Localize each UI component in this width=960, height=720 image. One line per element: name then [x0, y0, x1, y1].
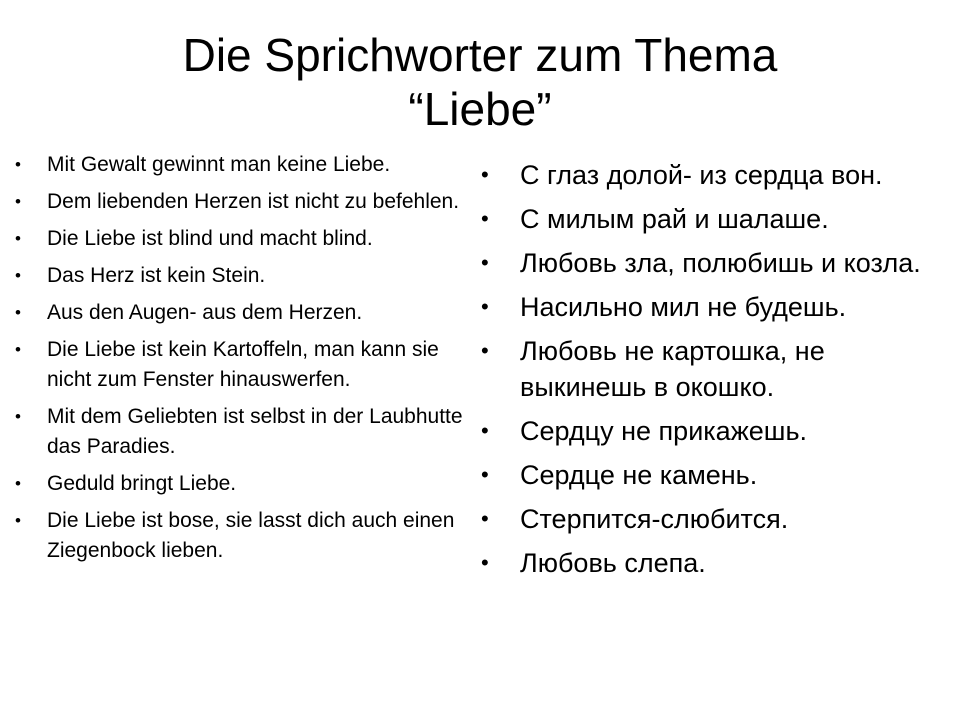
list-item-text: Geduld bringt Liebe. — [47, 472, 237, 495]
list-item-text: Сердце не камень. — [520, 460, 758, 490]
list-item-text: Сердцу не прикажешь. — [520, 416, 808, 446]
bullet-icon: • — [481, 462, 489, 487]
list-item — [478, 333, 953, 405]
list-item-text: С милым рай и шалаше. — [520, 204, 829, 234]
list-item — [12, 261, 467, 291]
list-item-text: Die Liebe ist bose, sie lasst dich auch einen Ziegenbock lieben. — [47, 509, 455, 562]
list-item — [12, 224, 467, 254]
list-item-text: Die Liebe ist blind und macht blind. — [47, 227, 373, 250]
list-item — [12, 187, 467, 217]
list-item — [478, 501, 953, 537]
russian-proverbs-list — [478, 157, 953, 589]
bullet-icon: • — [15, 474, 21, 493]
bullet-icon: • — [15, 340, 21, 359]
list-item-text: Насильно мил не будешь. — [520, 292, 847, 322]
bullet-icon: • — [15, 407, 21, 426]
bullet-icon: • — [481, 250, 489, 275]
bullet-icon: • — [15, 511, 21, 530]
slide-title-line-1: Die Sprichworter zum Thema — [182, 29, 778, 81]
list-item-text: Die Liebe ist kein Kartoffeln, man kann sie nicht zum Fenster hinauswerfen. — [47, 338, 439, 391]
bullet-icon: • — [481, 162, 489, 187]
list-item-text: Mit dem Geliebten ist selbst in der Laubhutte das Paradies. — [47, 405, 463, 458]
bullet-icon: • — [15, 155, 21, 174]
list-item — [478, 545, 953, 581]
list-item — [12, 298, 467, 328]
bullet-icon: • — [481, 206, 489, 231]
list-item — [12, 469, 467, 499]
list-item-text: Dem liebenden Herzen ist nicht zu befehlen. — [47, 190, 460, 213]
list-item — [12, 150, 467, 180]
list-item — [478, 289, 953, 325]
german-proverbs-list — [12, 150, 467, 573]
list-item — [478, 413, 953, 449]
list-item — [478, 201, 953, 237]
list-item-text: Mit Gewalt gewinnt man keine Liebe. — [47, 153, 391, 176]
list-item — [12, 402, 467, 462]
list-item-text: Любовь не картошка, не выкинешь в окошко. — [520, 336, 825, 402]
bullet-icon: • — [15, 303, 21, 322]
list-item-text: Любовь зла, полюбишь и козла. — [520, 248, 921, 278]
bullet-icon: • — [481, 338, 489, 363]
bullet-icon: • — [15, 192, 21, 211]
slide-title — [0, 28, 960, 136]
slide-title-line-2: “Liebe” — [408, 83, 552, 135]
bullet-icon: • — [15, 266, 21, 285]
bullet-icon: • — [481, 294, 489, 319]
list-item-text: Стерпится-слюбится. — [520, 504, 789, 534]
list-item — [478, 157, 953, 193]
list-item — [12, 335, 467, 395]
list-item — [12, 506, 467, 566]
list-item-text: С глаз долой- из сердца вон. — [520, 160, 883, 190]
bullet-icon: • — [481, 506, 489, 531]
list-item-text: Любовь слепа. — [520, 548, 706, 578]
bullet-icon: • — [481, 550, 489, 575]
bullet-icon: • — [481, 418, 489, 443]
bullet-icon: • — [15, 229, 21, 248]
list-item-text: Das Herz ist kein Stein. — [47, 264, 266, 287]
list-item — [478, 245, 953, 281]
list-item — [478, 457, 953, 493]
list-item-text: Aus den Augen- aus dem Herzen. — [47, 301, 363, 324]
